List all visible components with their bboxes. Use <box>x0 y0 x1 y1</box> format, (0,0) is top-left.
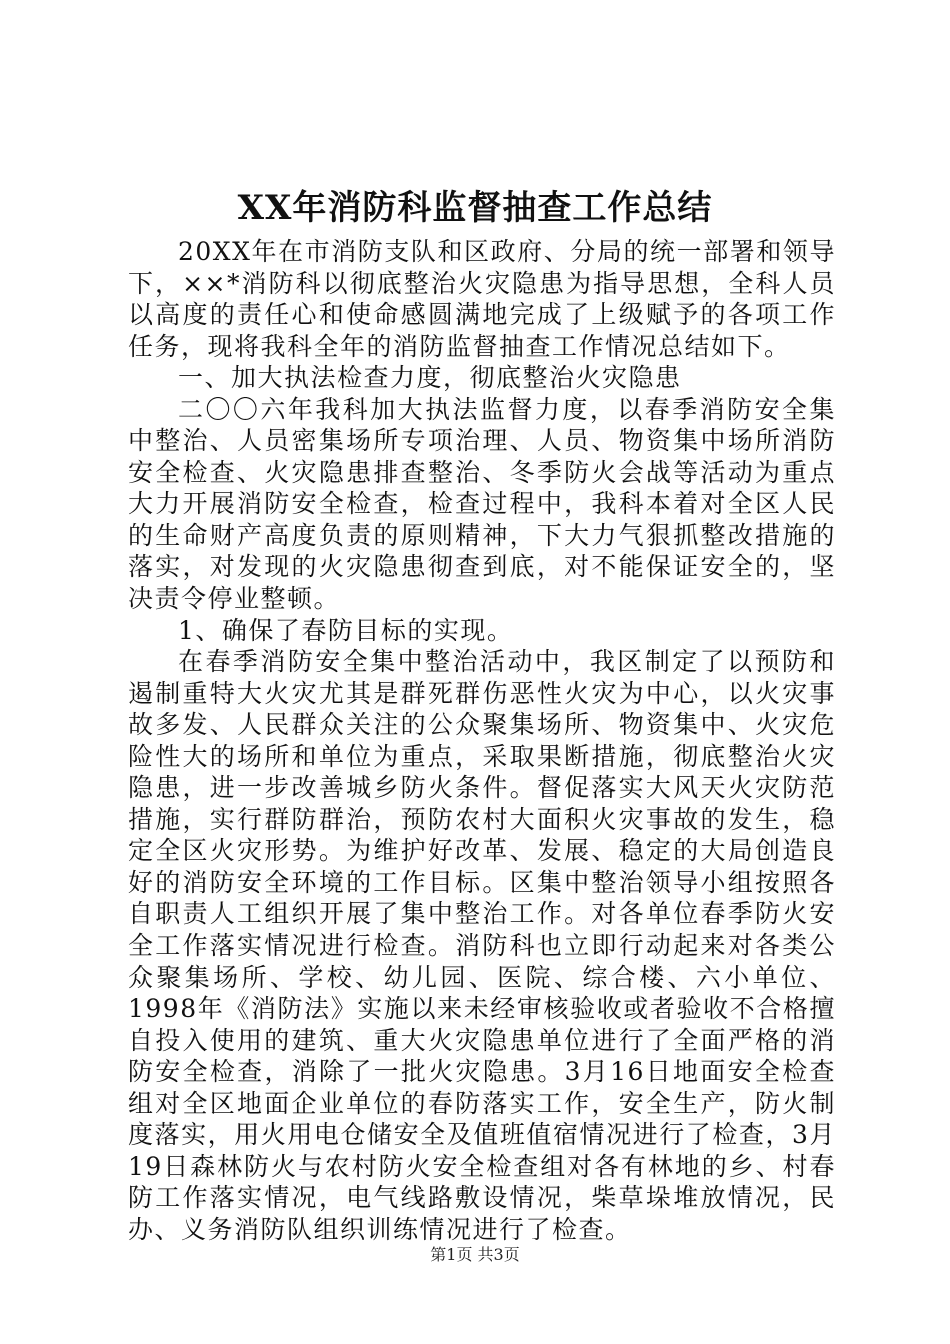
subsection-heading-1: 1、确保了春防目标的实现。 <box>178 615 514 645</box>
paragraph-intro: 20XX年在市消防支队和区政府、分局的统一部署和领导下，××*消防科以彻底整治火灾隐患为指导思想，全科人员以高度的责任心和使命感圆满地完成了上级赋予的各项工作任务，现将我科全年的消防监督抽查工作情况总结如下。 <box>128 237 836 361</box>
page-footer: 第1页 共3页 <box>430 1245 520 1264</box>
section-heading-1: 一、加大执法检查力度，彻底整治火灾隐患 <box>178 363 682 393</box>
paragraph-spring-check: 在春季消防安全集中整治活动中，我区制定了以预防和遏制重特大火灾尤其是群死群伤恶性火灾为中心，以火灾事故多发、人民群众关注的公众聚集场所、物资集中、火灾危险性大的场所和单位为重点，采取果断措施，彻底整治火灾隐患，进一步改善城乡防火条件。督促落实大风天火灾防范措施，实行群防群治，预防农村大面积火灾事故的发生，稳定全区火灾形势。为维护好改革、发展、稳定的大局创造良好的消防安全环境的工作目标。区集中整治领导小组按照各自职责人工组织开展了集中整治工作。对各单位春季防火安全工作落实情况进行检查。消防科也立即行动起来对各类公众聚集场所、学校、幼儿园、医院、综合楼、六小单位、1998年《消防法》实施以来未经审核验收或者验收不合格擅自投入使用的建筑、重大火灾隐患单位进行了全面严格的消防安全检查，消除了一批火灾隐患。3月16日地面安全检查组对全区地面企业单位的春防落实工作，安全生产，防火制度落实，用火用电仓储安全及值班值宿情况进行了检查，3月19日森林防火与农村防火安全检查组对各有林地的乡、村春防工作落实情况，电气线路敷设情况，柴草垛堆放情况，民办、义务消防队组织训练情况进行了检查。 <box>128 647 836 1244</box>
document-title: XX年消防科监督抽查工作总结 <box>237 188 713 228</box>
document-body <box>128 236 836 1246</box>
paragraph-section-1: 二〇〇六年我科加大执法监督力度，以春季消防安全集中整治、人员密集场所专项治理、人员、物资集中场所消防安全检查、火灾隐患排查整治、冬季防火会战等活动为重点大力开展消防安全检查，检查过程中，我科本着对全区人民的生命财产高度负责的原则精神，下大力气狠抓整改措施的落实，对发现的火灾隐患彻查到底，对不能保证安全的，坚决责令停业整顿。 <box>128 394 836 614</box>
